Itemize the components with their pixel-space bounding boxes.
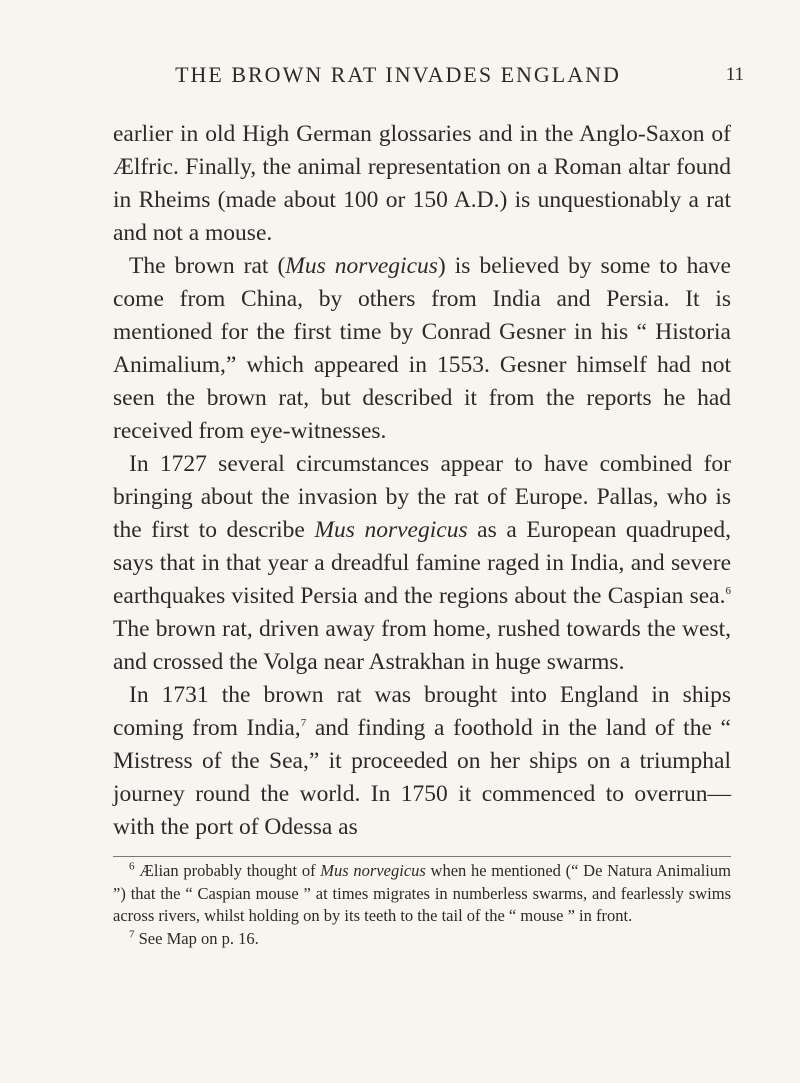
body-text — [113, 118, 731, 844]
footnote-text: Ælian probably thought of — [134, 861, 321, 880]
footnote-reference[interactable]: 6 — [725, 585, 731, 598]
paragraph-text: ) is believed by some to have come from China, by others from India and Persia. It is mentioned for the first time by Conrad Gesner in his “ Historia Animalium,” which appeared in 1553. Gesner himself had not seen the brown rat, but described it from the reports he had received from eye-witnesses. — [113, 253, 731, 444]
footnote — [113, 928, 731, 951]
paragraph — [113, 679, 731, 844]
footnote-reference[interactable]: 7 — [300, 717, 307, 730]
paragraph — [113, 448, 731, 679]
paragraph-text: The brown rat ( — [129, 253, 286, 279]
species-name: Mus norvegicus — [314, 517, 468, 543]
page-header — [0, 62, 800, 92]
paragraph-text: earlier in old High German glossaries and in the Anglo-Saxon of Ælfric. Finally, the animal representation on a Roman altar found in Rheims (made about 100 or 150 A.D.) is unquestionably a rat and not a mouse. — [113, 121, 731, 246]
paragraph — [113, 250, 731, 448]
paragraph — [113, 118, 731, 250]
footnote-number: 7 — [129, 928, 135, 940]
page-number: 11 — [725, 64, 744, 85]
paragraph-text: In 1727 several circumstances appear to have combined for bringing about the invasion by the rat of Europe. Pallas, who is the first to describe — [113, 451, 731, 543]
footnote-text: when he mentioned (“ De Natura Animalium ”) that the “ Caspian mouse ” at times migrates in numberless swarms, and fearlessly swims across rivers, whilst holding on by its teeth to the tail of the “ mouse ” in front. — [113, 861, 731, 925]
paragraph-text: as a European quadruped, says that in that year a dreadful famine raged in India, and severe earthquakes visited Persia and the regions about the Caspian sea. — [113, 517, 731, 609]
footnote-divider — [113, 856, 731, 857]
running-title: THE BROWN RAT INVADES ENGLAND — [175, 62, 621, 87]
footnote-number: 6 — [129, 860, 135, 873]
footnote — [113, 860, 731, 928]
species-name: Mus norvegicus — [285, 253, 438, 279]
species-name: Mus norvegicus — [320, 861, 426, 880]
paragraph-text: and finding a foothold in the land of the “ Mistress of the Sea,” it proceeded on her ships on a triumphal journey round the world. In 1750 it commenced to overrun—with the port of Odessa as — [113, 715, 731, 840]
footnote-text: See Map on p. 16. — [134, 928, 259, 948]
paragraph-text: The brown rat, driven away from home, rushed towards the west, and crossed the Volga near Astrakhan in huge swarms. — [113, 616, 731, 675]
footnotes — [113, 860, 731, 950]
paragraph-text: In 1731 the brown rat was brought into England in ships coming from India, — [113, 682, 731, 741]
